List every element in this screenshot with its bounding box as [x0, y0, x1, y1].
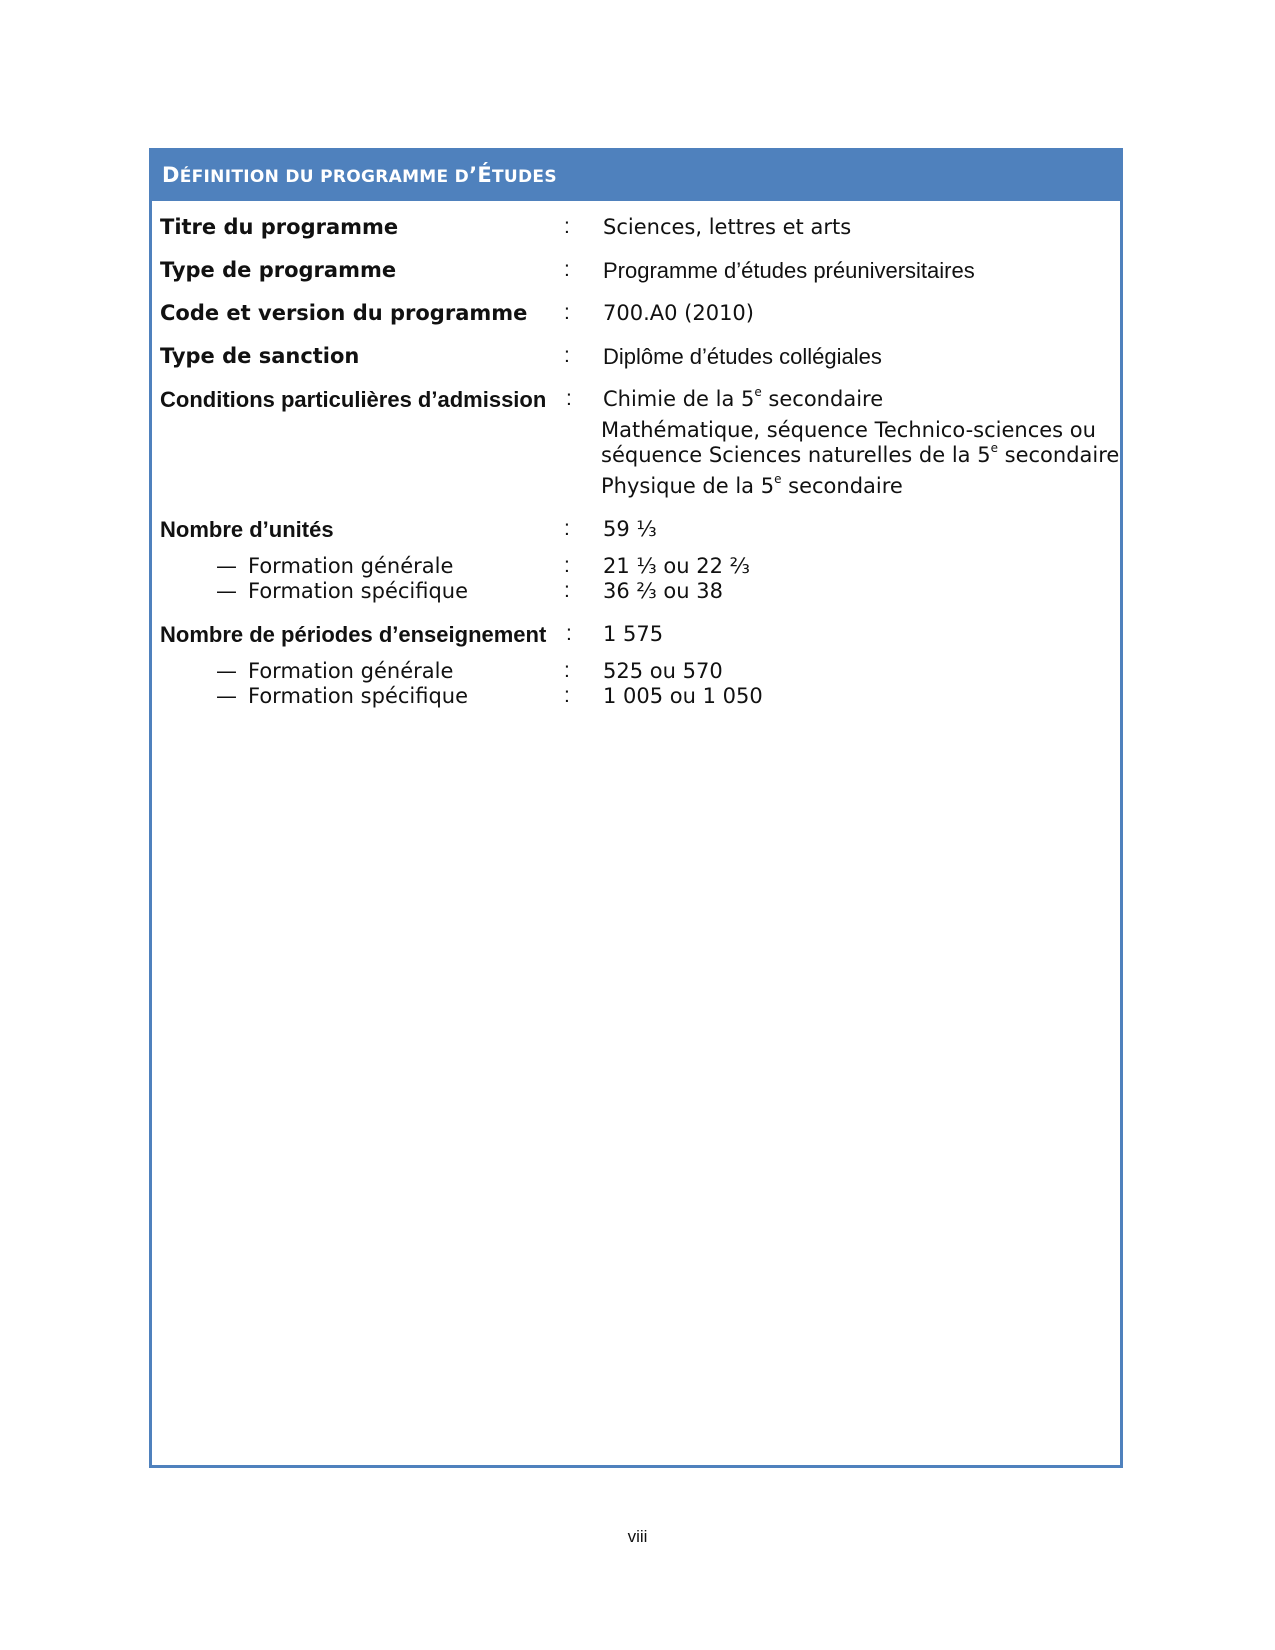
superscript: e	[754, 385, 762, 399]
superscript: e	[990, 441, 998, 455]
dash: —	[216, 684, 237, 708]
value-math-line2	[601, 443, 1119, 467]
sub-unites-generale	[216, 554, 453, 578]
sub-label: Formation spécifique	[248, 579, 469, 603]
dash: —	[216, 579, 237, 603]
value-code: 700.A0 (2010)	[603, 301, 754, 325]
label-unites: Nombre d’unités	[160, 517, 334, 542]
superscript: e	[774, 472, 782, 486]
value-periodes: 1 575	[603, 622, 664, 646]
label-sanction: Type de sanction	[160, 344, 360, 368]
title-part: ÉFINITION DU PROGRAMME D	[179, 167, 470, 187]
colon: :	[564, 684, 570, 707]
colon: :	[564, 301, 570, 324]
label-code: Code et version du programme	[160, 301, 528, 325]
sub-label: Formation générale	[248, 554, 454, 578]
label-titre: Titre du programme	[160, 215, 399, 239]
text: secondaire	[761, 387, 884, 411]
title-part: TUDES	[492, 167, 557, 187]
sub-label: Formation spécifique	[248, 684, 469, 708]
text: Chimie de la 5	[603, 387, 755, 411]
colon: :	[564, 659, 570, 682]
dash: —	[216, 554, 237, 578]
program-definition-box	[149, 148, 1123, 1468]
colon: :	[564, 215, 570, 238]
text: séquence Sciences naturelles de la 5	[601, 443, 991, 467]
colon: :	[566, 622, 572, 645]
value-chimie	[603, 387, 883, 411]
value-titre: Sciences, lettres et arts	[603, 215, 852, 239]
sub-periodes-specifique	[216, 684, 468, 708]
text: Physique de la 5	[601, 474, 775, 498]
colon: :	[564, 258, 570, 281]
colon: :	[564, 517, 570, 540]
value-periodes-specifique: 1 005 ou 1 050	[603, 684, 763, 708]
value-math-line1: Mathématique, séquence Technico-sciences ou	[601, 418, 1096, 442]
colon: :	[564, 344, 570, 367]
title-part: D	[162, 163, 180, 187]
label-type: Type de programme	[160, 258, 397, 282]
colon: :	[564, 554, 570, 577]
text: secondaire	[781, 474, 903, 498]
text: secondaire	[997, 443, 1120, 467]
sub-label: Formation générale	[248, 659, 454, 683]
value-type: Programme d’études préuniversitaires	[603, 258, 975, 283]
dash: —	[216, 659, 237, 683]
label-conditions: Conditions particulières d’admission	[160, 387, 547, 412]
value-unites-specifique: 36 ⅔ ou 38	[603, 579, 723, 603]
value-physique	[601, 474, 903, 498]
value-unites-generale: 21 ⅓ ou 22 ⅔	[603, 554, 751, 578]
sub-periodes-generale	[216, 659, 453, 683]
colon: :	[564, 579, 570, 602]
page-number: viii	[627, 1527, 648, 1546]
title-part: ’É	[469, 163, 493, 187]
label-periodes: Nombre de périodes d’enseignement	[160, 622, 547, 647]
value-periodes-generale: 525 ou 570	[603, 659, 723, 683]
value-unites: 59 ⅓	[603, 517, 657, 541]
value-sanction: Diplôme d’études collégiales	[603, 344, 882, 369]
section-title	[162, 163, 557, 187]
section-header	[152, 151, 1120, 201]
sub-unites-specifique	[216, 579, 468, 603]
colon: :	[566, 387, 572, 410]
